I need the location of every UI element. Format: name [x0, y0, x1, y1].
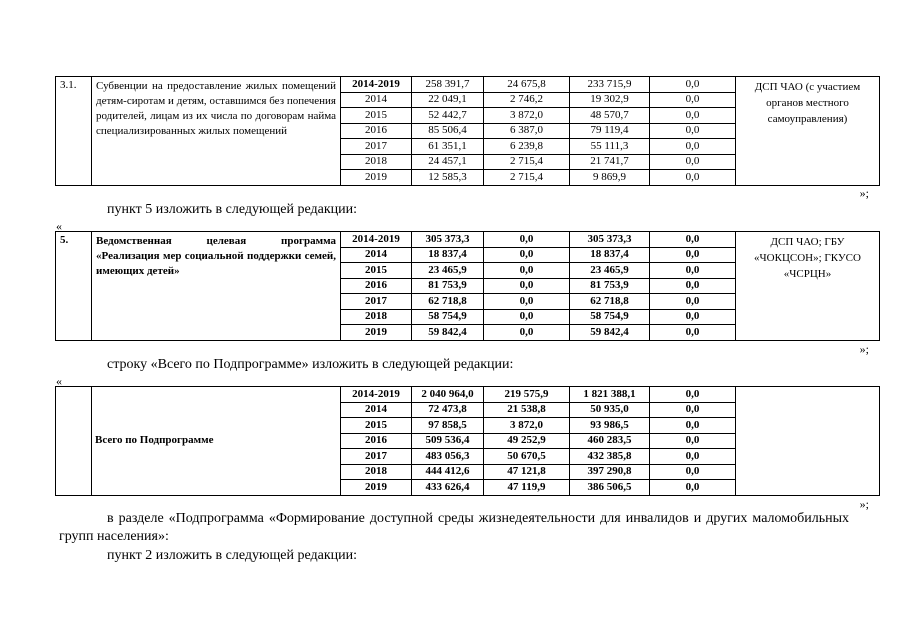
- federal-budget-cell: 59 842,4: [570, 325, 650, 341]
- district-budget-cell: 49 252,9: [484, 433, 570, 449]
- total-amount-cell: 62 718,8: [412, 294, 484, 310]
- total-amount-cell: 22 049,1: [412, 92, 484, 108]
- district-budget-cell: 0,0: [484, 278, 570, 294]
- total-amount-cell: 433 626,4: [412, 480, 484, 496]
- period-cell: 2014: [341, 402, 412, 418]
- other-sources-cell: 0,0: [650, 92, 736, 108]
- federal-budget-cell: 397 290,8: [570, 464, 650, 480]
- table-row: [56, 387, 880, 403]
- district-budget-cell: 3 872,0: [484, 418, 570, 434]
- district-budget-cell: 0,0: [484, 309, 570, 325]
- district-budget-cell: 219 575,9: [484, 387, 570, 403]
- other-sources-cell: 0,0: [650, 139, 736, 155]
- other-sources-cell: 0,0: [650, 294, 736, 310]
- period-cell: 2017: [341, 139, 412, 155]
- district-budget-cell: 50 670,5: [484, 449, 570, 465]
- total-amount-cell: 305 373,3: [412, 232, 484, 248]
- total-amount-cell: 2 040 964,0: [412, 387, 484, 403]
- district-budget-cell: 47 121,8: [484, 464, 570, 480]
- total-amount-cell: 81 753,9: [412, 278, 484, 294]
- total-amount-cell: 509 536,4: [412, 433, 484, 449]
- table-total-subprogram: [55, 386, 880, 496]
- other-sources-cell: 0,0: [650, 325, 736, 341]
- total-amount-cell: 72 473,8: [412, 402, 484, 418]
- other-sources-cell: 0,0: [650, 263, 736, 279]
- federal-budget-cell: 81 753,9: [570, 278, 650, 294]
- total-amount-cell: 97 858,5: [412, 418, 484, 434]
- total-amount-cell: 12 585,3: [412, 170, 484, 186]
- other-sources-cell: 0,0: [650, 108, 736, 124]
- federal-budget-cell: 9 869,9: [570, 170, 650, 186]
- district-budget-cell: 0,0: [484, 232, 570, 248]
- other-sources-cell: 0,0: [650, 170, 736, 186]
- other-sources-cell: 0,0: [650, 449, 736, 465]
- district-budget-cell: 0,0: [484, 294, 570, 310]
- other-sources-cell: 0,0: [650, 278, 736, 294]
- total-amount-cell: 61 351,1: [412, 139, 484, 155]
- opening-quote-1: «: [56, 219, 62, 233]
- paragraph-item5-intro: пункт 5 изложить в следующей редакции:: [107, 202, 357, 217]
- federal-budget-cell: 23 465,9: [570, 263, 650, 279]
- total-amount-cell: 18 837,4: [412, 247, 484, 263]
- federal-budget-cell: 18 837,4: [570, 247, 650, 263]
- period-cell: 2019: [341, 170, 412, 186]
- period-cell: 2018: [341, 154, 412, 170]
- other-sources-cell: 0,0: [650, 232, 736, 248]
- total-amount-cell: 52 442,7: [412, 108, 484, 124]
- period-cell: 2019: [341, 325, 412, 341]
- other-sources-cell: 0,0: [650, 464, 736, 480]
- federal-budget-cell: 79 119,4: [570, 123, 650, 139]
- other-sources-cell: 0,0: [650, 433, 736, 449]
- table2-body: [56, 232, 880, 341]
- paragraph-item2-intro: пункт 2 изложить в следующей редакции:: [107, 548, 357, 563]
- federal-budget-cell: 55 111,3: [570, 139, 650, 155]
- period-cell: 2014: [341, 247, 412, 263]
- federal-budget-cell: 50 935,0: [570, 402, 650, 418]
- closing-quote-1: »;: [859, 186, 869, 200]
- period-cell: 2017: [341, 449, 412, 465]
- period-cell: 2016: [341, 433, 412, 449]
- district-budget-cell: 2 715,4: [484, 170, 570, 186]
- closing-quote-3: »;: [859, 497, 869, 511]
- other-sources-cell: 0,0: [650, 247, 736, 263]
- other-sources-cell: 0,0: [650, 387, 736, 403]
- federal-budget-cell: 1 821 388,1: [570, 387, 650, 403]
- table-subvention-3-1: [55, 76, 880, 186]
- other-sources-cell: 0,0: [650, 154, 736, 170]
- district-budget-cell: 24 675,8: [484, 77, 570, 93]
- other-sources-cell: 0,0: [650, 480, 736, 496]
- total-amount-cell: 483 056,3: [412, 449, 484, 465]
- district-budget-cell: 2 746,2: [484, 92, 570, 108]
- period-cell: 2015: [341, 418, 412, 434]
- district-budget-cell: 6 239,8: [484, 139, 570, 155]
- closing-quote-2: »;: [859, 342, 869, 356]
- responsible-cell: ДСП ЧАО; ГБУ «ЧОКЦСОН»; ГКУСО «ЧСРЦН»: [736, 232, 880, 341]
- period-cell: 2018: [341, 464, 412, 480]
- district-budget-cell: 0,0: [484, 325, 570, 341]
- other-sources-cell: 0,0: [650, 309, 736, 325]
- opening-quote-2: «: [56, 374, 62, 388]
- row-description-cell: Ведомственная целевая программа «Реализация мер социальной поддержки семей, имеющих детей»: [92, 232, 341, 341]
- period-cell: 2016: [341, 278, 412, 294]
- district-budget-cell: 0,0: [484, 247, 570, 263]
- row-index-cell: 5.: [56, 232, 92, 341]
- district-budget-cell: 47 119,9: [484, 480, 570, 496]
- table-row: [56, 77, 880, 93]
- other-sources-cell: 0,0: [650, 402, 736, 418]
- table-program-5: [55, 231, 880, 341]
- district-budget-cell: 0,0: [484, 263, 570, 279]
- period-cell: 2014-2019: [341, 77, 412, 93]
- row-label-cell: Всего по Подпрограмме: [92, 387, 341, 496]
- period-cell: 2016: [341, 123, 412, 139]
- federal-budget-cell: 305 373,3: [570, 232, 650, 248]
- district-budget-cell: 6 387,0: [484, 123, 570, 139]
- other-sources-cell: 0,0: [650, 77, 736, 93]
- federal-budget-cell: 233 715,9: [570, 77, 650, 93]
- federal-budget-cell: 386 506,5: [570, 480, 650, 496]
- row-description-cell: Субвенции на предоставление жилых помещений детям-сиротам и детям, оставшимся без попечения родителей, лицам из их числа по договорам найма специализированных жилых помещений: [92, 77, 341, 186]
- federal-budget-cell: 93 986,5: [570, 418, 650, 434]
- row-index-cell: 3.1.: [56, 77, 92, 186]
- other-sources-cell: 0,0: [650, 123, 736, 139]
- federal-budget-cell: 21 741,7: [570, 154, 650, 170]
- period-cell: 2018: [341, 309, 412, 325]
- district-budget-cell: 2 715,4: [484, 154, 570, 170]
- responsible-cell: ДСП ЧАО (с участием органов местного самоуправления): [736, 77, 880, 186]
- total-amount-cell: 24 457,1: [412, 154, 484, 170]
- total-amount-cell: 258 391,7: [412, 77, 484, 93]
- total-amount-cell: 59 842,4: [412, 325, 484, 341]
- period-cell: 2017: [341, 294, 412, 310]
- district-budget-cell: 21 538,8: [484, 402, 570, 418]
- federal-budget-cell: 432 385,8: [570, 449, 650, 465]
- federal-budget-cell: 58 754,9: [570, 309, 650, 325]
- period-cell: 2015: [341, 108, 412, 124]
- total-amount-cell: 58 754,9: [412, 309, 484, 325]
- period-cell: 2015: [341, 263, 412, 279]
- federal-budget-cell: 460 283,5: [570, 433, 650, 449]
- total-amount-cell: 23 465,9: [412, 263, 484, 279]
- row-index-cell: [56, 387, 92, 496]
- district-budget-cell: 3 872,0: [484, 108, 570, 124]
- period-cell: 2019: [341, 480, 412, 496]
- period-cell: 2014: [341, 92, 412, 108]
- federal-budget-cell: 48 570,7: [570, 108, 650, 124]
- table1-body: [56, 77, 880, 186]
- table-row: [56, 232, 880, 248]
- responsible-cell: [736, 387, 880, 496]
- total-amount-cell: 85 506,4: [412, 123, 484, 139]
- other-sources-cell: 0,0: [650, 418, 736, 434]
- paragraph-section-accessible-env: в разделе «Подпрограмма «Формирование доступной среды жизнедеятельности для инвалидов и других маломобильных групп населения»:: [59, 511, 849, 544]
- federal-budget-cell: 62 718,8: [570, 294, 650, 310]
- federal-budget-cell: 19 302,9: [570, 92, 650, 108]
- paragraph-total-intro: строку «Всего по Подпрограмме» изложить в следующей редакции:: [107, 357, 514, 372]
- total-amount-cell: 444 412,6: [412, 464, 484, 480]
- period-cell: 2014-2019: [341, 232, 412, 248]
- table3-body: [56, 387, 880, 496]
- period-cell: 2014-2019: [341, 387, 412, 403]
